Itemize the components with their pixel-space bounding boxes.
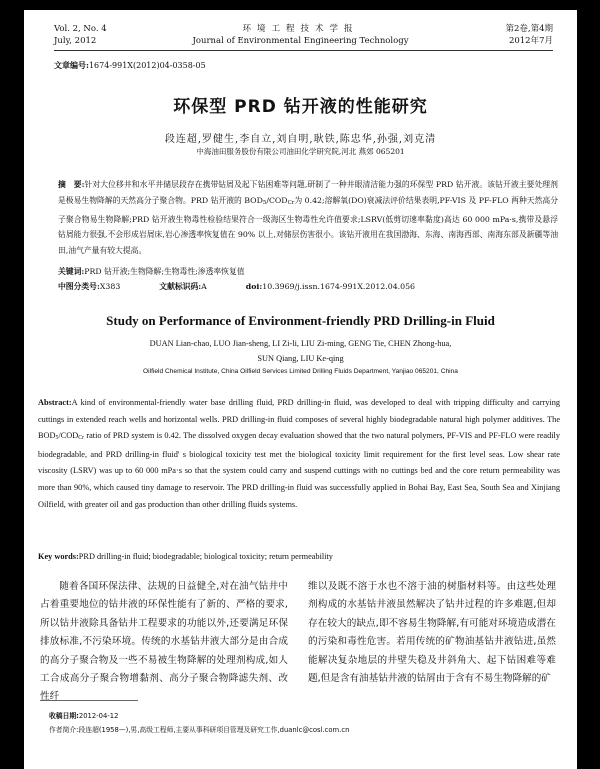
abstract-cn-text: 为 0.42;溶解氧(DO)衰减法评价结果表明,PF-VIS 及 PF-FLO 两种天然高分子聚合物易生物降解;PRD 钻开液生物毒性检验结果符合一级海区生物毒性允许值要求;LSRV(低剪切速率黏度)高达 60 000 mPa·s,携带及悬浮钻屑能力很强,不会形成岩屑床,岩心渗透率恢复值在 90% 以上,对储层伤害很小。该钻开液用在我国渤海、东海、南海西部、南海东部及新疆等油田,油气产量有较大提高。 xyxy=(58,195,559,256)
header-journal-name xyxy=(174,23,427,47)
doc-code-value: A xyxy=(201,282,207,291)
keywords-en-value: PRD drilling-in fluid; biodegradable; biological toxicity; return permeability xyxy=(78,552,333,561)
header-issue-info xyxy=(505,23,553,47)
abstract-cn-text: /COD xyxy=(266,195,288,205)
title-en: Study on Performance of Environment-friendly PRD Drilling-in Fluid xyxy=(106,313,495,328)
authors-en-line1: DUAN Lian-chao, LUO Jian-sheng, LI Zi-li, LIU Zi-ming, GENG Tie, CHEN Zhong-hua, xyxy=(149,339,452,348)
header-volume: Vol. 2, No. 4 xyxy=(54,24,107,34)
classification-line xyxy=(58,281,558,292)
author-bio-value: 段连超(1958—),男,高级工程师,主要从事科研项目管理及研究工作,duanlc@cosl.com.cn xyxy=(78,726,350,734)
body-column-right: 维以及既不溶于水也不溶于油的树脂材料等。由这些处理剂构成的水基钻井液虽然解决了钻井过程的许多难题,但却存在较大的缺点,即不容易生物降解,有可能对环境造成潜在的污染和毒性危害。若用传统的矿物油基钻井液钻进,虽然能解决复杂地层的井壁失稳及井斜角大、起下钻困难等难题,但是含有油基钻井液的钻屑由于含有不易生物降解的矿 xyxy=(308,581,556,685)
doi-label: doi: xyxy=(245,282,263,291)
abstract-cn-sub: Cr xyxy=(287,199,295,206)
authors-en xyxy=(24,336,577,366)
clc-value: X383 xyxy=(99,282,121,291)
clc-label: 中图分类号: xyxy=(58,282,100,291)
keywords-cn xyxy=(58,266,245,277)
affiliation-cn: 中海油田服务股份有限公司油田化学研究院,河北 燕郊 065201 xyxy=(196,147,405,156)
keywords-en xyxy=(38,552,333,561)
footnote-received xyxy=(49,710,118,720)
header-date-cn: 2012年7月 xyxy=(508,36,553,46)
received-value: 2012-04-12 xyxy=(78,712,119,720)
article-number-label: 文章编号: xyxy=(54,60,89,70)
header-volume-info xyxy=(54,23,107,47)
abstract-cn-text: 针对大位移井和水平井储层段存在携带钻屑及起下钻困难等问题,研制了一种井眼清洁能力强的环保型 PRD 钻开液。该钻开液主要处理剂是极易生物降解的天然高分子聚合物。PRD 钻开液的 BOD xyxy=(58,180,558,205)
abstract-en-sub: 5 xyxy=(55,435,59,442)
header-date-en: July, 2012 xyxy=(54,36,97,46)
journal-name-en: Journal of Environmental Engineering Technology xyxy=(192,36,409,46)
abstract-cn xyxy=(58,177,558,259)
abstract-cn-label: 摘 要: xyxy=(58,180,85,189)
received-label: 收稿日期: xyxy=(49,712,79,720)
doc-code-label: 文献标识码: xyxy=(159,282,202,291)
abstract-en-text: /COD xyxy=(58,431,79,441)
abstract-en xyxy=(38,395,560,513)
abstract-cn-sub: 5 xyxy=(262,199,267,206)
journal-name-cn: 环境工程技术学报 xyxy=(242,24,359,34)
article-number-value: 1674-991X(2012)04-0358-05 xyxy=(88,61,206,70)
footnote-rule xyxy=(40,700,138,701)
header-issue-cn: 第2卷,第4期 xyxy=(505,24,553,34)
journal-page xyxy=(24,10,577,769)
footnote-author-bio xyxy=(49,724,349,734)
authors-en-line2: SUN Qiang, LIU Ke-qing xyxy=(257,354,344,363)
author-bio-label: 作者简介: xyxy=(49,726,79,734)
affiliation-en: Oilfield Chemical Institute, China Oilfield Services Limited Drilling Fluids Department, Yanjiao 065201, China xyxy=(143,368,458,375)
authors-cn: 段连超,罗健生,李自立,刘自明,耿铁,陈忠华,孙强,刘克清 xyxy=(164,134,437,145)
abstract-en-label: Abstract: xyxy=(38,398,72,407)
doi-value: 10.3969/j.issn.1674-991X.2012.04.056 xyxy=(262,282,416,291)
abstract-en-sub: Cr xyxy=(78,435,85,442)
keywords-cn-value: PRD 钻开液;生物降解;生物毒性;渗透率恢复值 xyxy=(84,267,245,276)
article-number xyxy=(54,60,206,71)
keywords-en-label: Key words: xyxy=(38,552,79,561)
title-cn: 环保型 PRD 钻开液的性能研究 xyxy=(173,97,428,117)
header-rule xyxy=(54,50,553,51)
body-column-left: 随着各国环保法律、法规的日益健全,对在油气钻井中占着重要地位的钻井液的环保性能有了新的、严格的要求,所以钻井液除具备钻井工程要求的功能以外,还要满足环保排放标准,不污染环境。传统的水基钻井液大部分是由合成的高分子聚合物及一些不易被生物降解的处理剂构成,如人工合成高分子聚合物增黏剂、高分子聚合物降滤失剂、改性纤 xyxy=(40,581,288,703)
keywords-cn-label: 关键词: xyxy=(58,267,85,276)
abstract-en-text: A kind of environmental-friendly water base drilling fluid, PRD drilling-in fluid, was developed to deal with tripping difficulty and carrying cuttings in extended reach wells and horizontal wells. PRD drilling-in fluid composes of several highly biodegradable natural high polymer additives. The BOD xyxy=(38,398,560,441)
abstract-en-text: ratio of PRD system is 0.42. The dissolved oxygen decay evaluation showed that the two natural polymers, PF-VIS and PF-FLO were readily biodegradable, and PRD drilling-in fluid' s biological toxicity test met the biological toxicity limit requirement for the first level seas. Low shear rate viscosity (LSRV) was up to 60 000 mPa·s so that the system could carry and suspend cuttings with no cuttings bed and the core return permeability was more than 90%, which caused tiny damage to reservoir. The PRD drilling-in fluid was successfully applied in Bohai Bay, East Sea, South Sea and Xinjiang Oilfield, with greater oil and gas production than other drilling fluids systems. xyxy=(38,431,560,509)
